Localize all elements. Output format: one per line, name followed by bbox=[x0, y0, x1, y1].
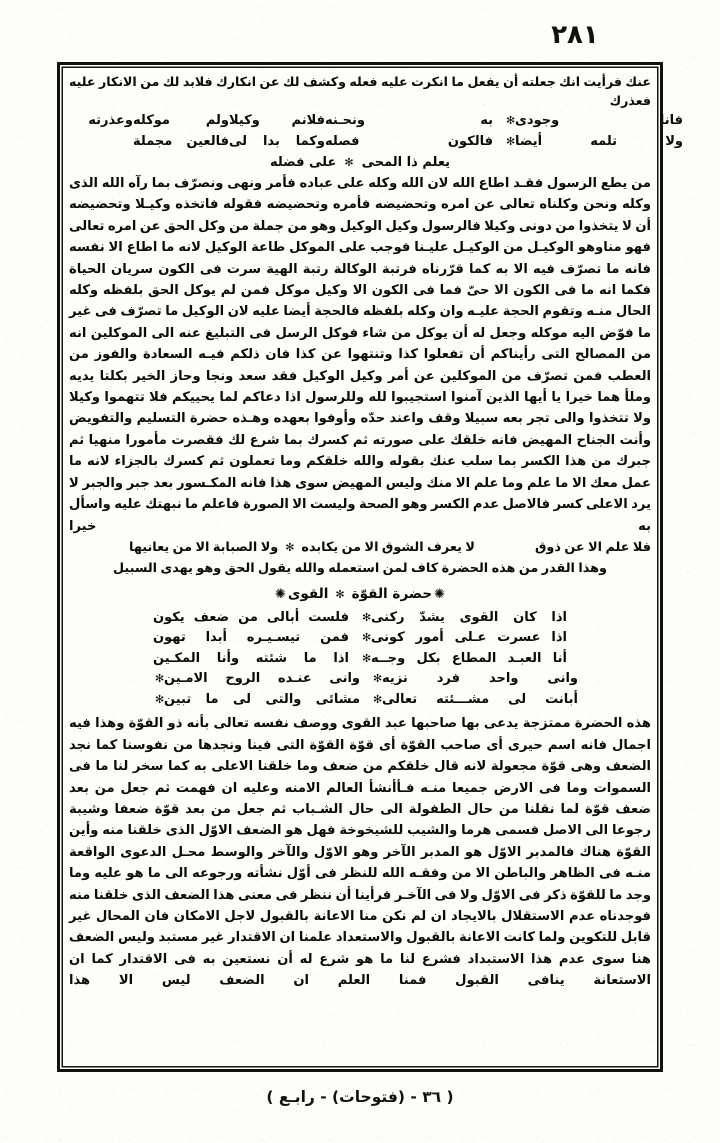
verse-row bbox=[69, 669, 651, 690]
hemistich: فلانم وكيلا bbox=[229, 113, 325, 128]
hemistich: اذا عسرت عـلى أمور كونى bbox=[371, 630, 567, 646]
hemistich: أبانت لى مشـــئته تعالى bbox=[382, 691, 578, 707]
hemistich: فلست أبالى من ضعف يكون bbox=[153, 609, 349, 625]
closing-couplet-line bbox=[69, 537, 651, 559]
verse-row bbox=[69, 111, 683, 132]
heading-ornament-left-icon: ✺ bbox=[274, 586, 286, 602]
hemistich: وانى عنـده الروح الامـين bbox=[164, 671, 360, 687]
closing-prose-line: وهذا القدر من هذه الحضرة كاف لمن استعمله والله يقول الحق وهو يهدى السبيل bbox=[112, 561, 607, 577]
verse-row bbox=[69, 628, 651, 649]
verse-separator-ornament-icon: ✻ bbox=[361, 631, 371, 645]
verse-row bbox=[69, 649, 651, 670]
hemistich: فالكون فصله bbox=[325, 133, 493, 149]
verse-separator-ornament-icon: ✻ bbox=[505, 114, 515, 127]
body-paragraph-one: من يطع الرسول فقـد اطاع الله لان الله وكله على عباده فأمر ونهى ونصرّف بما رآه الله الذى وكله ونحن وكلناه تعالى عن امره وتحضيضه فأمره وتحضيضه فقوله فاتخذه وكيـلا وتحضيضه أن لا يتخذوا من دونى وكيلا فالرسول وكيل الوكيل وهو من جملة من وكل الحق عن امره تعالى فهو مناوهو الوكيـل من الوكيـل عليـنا فوجب على الموكل طاعة الوكيل لانه ما اطاع الا نفسه فانه ما تصرّف فيه الا به كما قرّرناه فرتبة الوكالة رتبة الهية سرت فى الكون سريان الحياة فكما انه ما فى الكون الا حىّ فما فى الكون الا وكيل موكل فمن لم يوكل الحق بلفظه وكله الحال منـه وتقوم الحجة عليـه وان وكله بلفظه فالحجة أيضا عليه لان الوكيل ما تصرّف فى غير ما فوّض اليه موكله وجعل له أن يوكل من شاء فوكل الرسل فى التبليغ عنه الى الموكلين انه من المصالح التى رأيناكم أن تفعلوا كذا وتنتهوا عن كذا فان ذلكم فيـه السعادة والفوز من العطب فمن تصرّف من الموكلين عن أمر وكيل الوكيل فقد سعد ونجا وحاز الخير بكلتا يديه وملأ هما خيرا يا أيها الذين آمنوا استجيبوا لله وللرسول اذا دعاكم لما يحييكم فلا تتهموا وكيلا ولا تتخذوا والى تجر بعه سبيلا وقف واعند حدّه وأوفوا بعهده وهـذه حضرة التسليم والتفويض وأنت الجناح المهيض فانه خلقك على صورته ثم كسرك بما شرع لك فقصرت مأمورا منهيا ثم جبرك من هذا الكسر بما سلب عنك بقوله والله خلقكم وما تعملون ثم كسرك بالجزاء لانه ما عمل معك الا ما علم وما علم الا منك وليس المهيض سوى هذا فانه المكـسور بعد جبر والجبر لا يرد الاعلى كسر فالاصل عدم الكسر وهو الصحة وليست الا الصورة فاعلم ما نبهتك عليه واسأل به خيرا bbox=[69, 176, 651, 534]
hemistich: فالعين مجملة bbox=[133, 133, 229, 149]
verse-separator-ornament-icon: ✻ bbox=[372, 692, 382, 706]
text-block-container bbox=[60, 65, 683, 1069]
verse-separator-ornament-icon: ✻ bbox=[285, 540, 295, 554]
verse-row bbox=[69, 608, 651, 629]
centered-verse-line bbox=[69, 152, 651, 173]
heading-ornament-right-icon: ✺ bbox=[434, 586, 446, 602]
folio-number: ٢٨١ bbox=[551, 20, 599, 50]
verse-row bbox=[69, 690, 651, 711]
hemistich: فانا وجودى bbox=[515, 113, 683, 128]
prologue-verses bbox=[69, 111, 683, 152]
verse-trailing-ornament-icon: ✻ bbox=[154, 672, 164, 686]
verse-tail-word: وعذرته bbox=[88, 113, 133, 128]
poem-verses bbox=[69, 608, 651, 711]
heading-title-main: حضرة القوّة bbox=[351, 585, 433, 602]
page-footer-signature: ( ٣٦ - (فتوحات) - رابـع ) bbox=[266, 1088, 454, 1106]
marginal-phrase: فلا علم الا عن ذوق bbox=[534, 539, 651, 555]
hemistich: ولا الصبابة الا من يعانيها bbox=[129, 539, 279, 555]
hemistich: فمن تيسـيـره أبدا تهون bbox=[153, 630, 349, 646]
hemistich: اذا ما شئته وأنا المكـين bbox=[153, 650, 349, 666]
hemistich: ولم موكله bbox=[133, 113, 229, 128]
verse-separator-ornament-icon: ✻ bbox=[344, 156, 354, 169]
page-border-frame bbox=[57, 62, 683, 1072]
hemistich: وكما بدا لى bbox=[229, 133, 325, 149]
body-paragraph-two: هذه الحضرة ممتزجة يدعى بها صاحبها عبد القوى ووصف نفسه تعالى بأنه ذو القوّة وهذا فيه اجمال فانه اسم حيرى أى صاحب القوّة أى قوّة القوّة التى فينا ونجدها من نفوسنا كما نجد الضعف وهى قوّة مجعولة لانه قال خلقكم من ضعف وما خلقنا الاعلى به كما سخر لنا ما فى السموات وما فى الارض جميعا منـه فـأأنشأ العالم الامنه وعليه ان فهمت ثم جعل من بعد ضعف قوّة لما نقلنا من حال الطفولة الى حال الشـباب ثم جعل من بعد قوّة ضعفا وشيبة رجوعا الى الاصل فسمى هرما والشيب للشيخوخة فهل هو الضعف الاوّل الذى خلقنا منه وأين القوّة هناك فالمدبر الاوّل هو المدبر الآخر وهو الاوّل والآخر والوسط محـل الدعوى الواقعة منـه فى الظاهر والباطن الا من وفقـه الله للنظر فى أوّل نشأته ورجوعه الى ما هو عليه وما وجد ما للقوّة ذكر فى الاوّل ولا فى الآخـر فرأينا أن ننظر فى معنى هذا الضعف الذى خلقنا منه فوجدناه عدم الاستقلال بالايجاد ان لم نكن منا الاعانة بالقبول لاجل الامكان فان المحال غير قابل للتكوين ولما كانت الاعانة بالقبول والاستعداد علمنا ان الاقتدار غير مستبد وليس الضعف هنا سوى عدم هذا الاستبداد فشرع لنا ما هو شرع له أن نستعين به فى الاقتدار كما ان الاستعانة ينافى القبول فمنا العلم ان الضعف ليس الا هذا bbox=[69, 716, 651, 989]
verse-trailing-ornament-icon: ✻ bbox=[154, 692, 164, 706]
hemistich: لا يعرف الشوق الا من يكابده bbox=[301, 539, 475, 555]
hemistich: وانى واحد فرد نزيه bbox=[382, 671, 578, 687]
hemistich: مشائى والتى لى ما تبين bbox=[164, 691, 360, 707]
verse-separator-ornament-icon: ✻ bbox=[361, 610, 371, 624]
hemistich: ولا تلمه أيضا bbox=[515, 133, 683, 149]
hemistich: به ونحـنه bbox=[325, 113, 493, 128]
hemistich: أنا العبـد المطاع بكل وجــه bbox=[371, 650, 567, 666]
catchword-lead-line: عنك فرأيت انك جعلته أن يفعل ما انكرت عليه فعله وكشف لك عن انكارك فلابد لك من الانكار عليه فعذرك bbox=[69, 74, 651, 108]
heading-separator-ornament-icon: ✻ bbox=[335, 587, 345, 601]
verse-separator-ornament-icon: ✻ bbox=[505, 134, 515, 148]
verse-row bbox=[69, 132, 683, 153]
section-heading-quwwa bbox=[69, 582, 651, 607]
verse-separator-ornament-icon: ✻ bbox=[361, 651, 371, 665]
verse-separator-ornament-icon: ✻ bbox=[372, 672, 382, 686]
folio-number-header bbox=[0, 20, 720, 50]
hemistich: على فضله bbox=[269, 155, 337, 170]
hemistich: اذا كان القوى يشدّ ركنى bbox=[371, 609, 567, 625]
hemistich: يعلم ذا المحى bbox=[361, 155, 451, 170]
heading-title-secondary: القوى bbox=[287, 585, 329, 602]
